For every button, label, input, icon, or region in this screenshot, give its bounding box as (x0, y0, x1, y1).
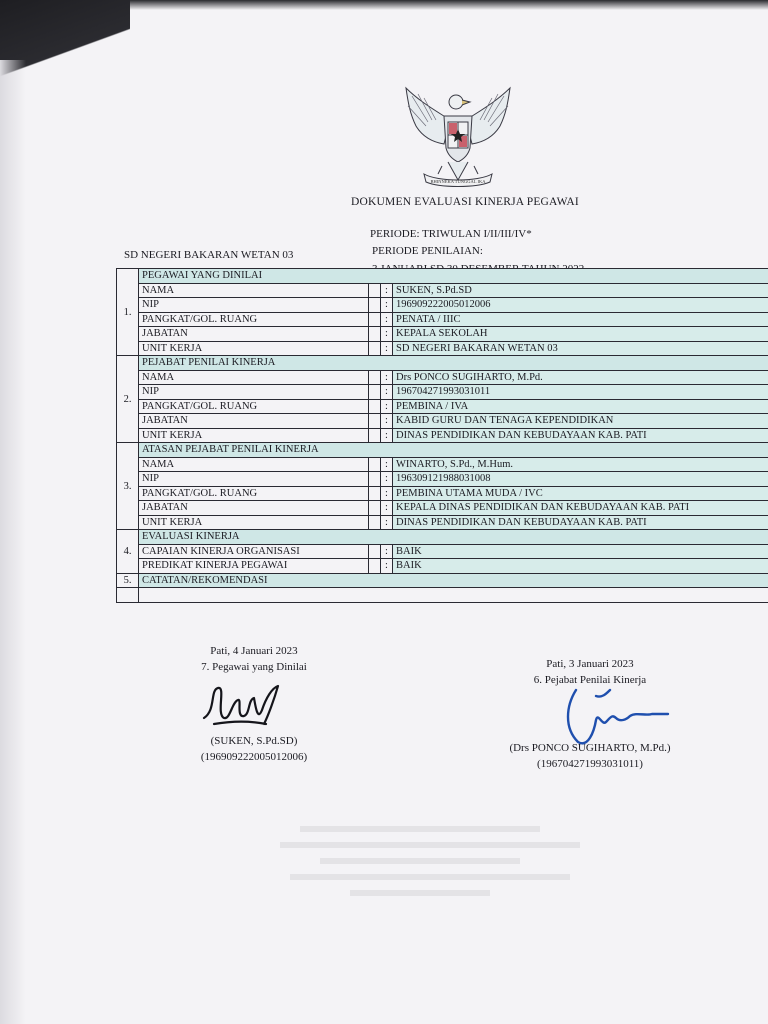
section-header-row (117, 530, 768, 545)
field-value: 196704271993031011 (393, 385, 768, 400)
field-label: NIP (139, 298, 369, 313)
employee-role: 7. Pegawai yang Dinilai (201, 661, 307, 673)
table-row (117, 327, 768, 342)
table-row (117, 515, 768, 530)
assessor-nip: (196704271993031011) (537, 758, 643, 770)
field-label: UNIT KERJA (139, 515, 369, 530)
blank-cell (117, 588, 139, 603)
field-value: DINAS PENDIDIKAN DAN KEBUDAYAAN KAB. PATI (393, 428, 768, 443)
field-value: WINARTO, S.Pd., M.Hum. (393, 457, 768, 472)
table-row (117, 370, 768, 385)
field-label: PANGKAT/GOL. RUANG (139, 399, 369, 414)
periode-penilaian-label: PERIODE PENILAIAN: (372, 245, 483, 257)
field-value: DINAS PENDIDIKAN DAN KEBUDAYAAN KAB. PATI (393, 515, 768, 530)
colon-separator: : (381, 501, 393, 516)
blank-notes-row (117, 588, 768, 603)
field-value: PENATA / IIIC (393, 312, 768, 327)
colon-separator: : (381, 559, 393, 574)
colon-separator: : (381, 283, 393, 298)
section-header-row (117, 356, 768, 371)
section-title: PEJABAT PENILAI KINERJA (139, 356, 768, 371)
garuda-emblem-icon (398, 82, 518, 192)
assessor-name: (Drs PONCO SUGIHARTO, M.Pd.) (509, 742, 671, 754)
section-number: 5. (117, 573, 139, 588)
table-row (117, 414, 768, 429)
spacer-cell (369, 515, 381, 530)
emblem-motto: BHINNEKA TUNGGAL IKA (430, 179, 486, 184)
section-title: CATATAN/REKOMENDASI (139, 573, 768, 588)
spacer-cell (369, 501, 381, 516)
table-row (117, 341, 768, 356)
table-row (117, 486, 768, 501)
section-header-row (117, 443, 768, 458)
employee-signature-icon (196, 680, 296, 740)
table-row (117, 544, 768, 559)
field-value: Drs PONCO SUGIHARTO, M.Pd. (393, 370, 768, 385)
field-value: PEMBINA UTAMA MUDA / IVC (393, 486, 768, 501)
table-row (117, 385, 768, 400)
spacer-cell (369, 457, 381, 472)
table-row (117, 312, 768, 327)
colon-separator: : (381, 414, 393, 429)
field-label: CAPAIAN KINERJA ORGANISASI (139, 544, 369, 559)
document-title: DOKUMEN EVALUASI KINERJA PEGAWAI (351, 196, 579, 208)
spacer-cell (369, 414, 381, 429)
section-number: 4. (117, 530, 139, 574)
field-label: NAMA (139, 370, 369, 385)
evaluation-table (116, 268, 768, 603)
colon-separator: : (381, 486, 393, 501)
colon-separator: : (381, 370, 393, 385)
colon-separator: : (381, 341, 393, 356)
scan-left-edge (0, 60, 26, 1024)
field-value: SD NEGERI BAKARAN WETAN 03 (393, 341, 768, 356)
table-row (117, 559, 768, 574)
colon-separator: : (381, 298, 393, 313)
field-value: PEMBINA / IVA (393, 399, 768, 414)
colon-separator: : (381, 515, 393, 530)
employee-place-date: Pati, 4 Januari 2023 (210, 645, 298, 657)
field-label: PANGKAT/GOL. RUANG (139, 486, 369, 501)
colon-separator: : (381, 327, 393, 342)
spacer-cell (369, 370, 381, 385)
field-value: 196309121988031008 (393, 472, 768, 487)
spacer-cell (369, 327, 381, 342)
spacer-cell (369, 399, 381, 414)
colon-separator: : (381, 428, 393, 443)
table-row (117, 457, 768, 472)
section-number: 1. (117, 269, 139, 356)
assessor-signature-icon (556, 676, 676, 752)
spacer-cell (369, 559, 381, 574)
colon-separator: : (381, 399, 393, 414)
field-label: NIP (139, 472, 369, 487)
field-label: UNIT KERJA (139, 341, 369, 356)
section-number: 2. (117, 356, 139, 443)
field-value: SUKEN, S.Pd.SD (393, 283, 768, 298)
field-label: JABATAN (139, 414, 369, 429)
section-title: PEGAWAI YANG DINILAI (139, 269, 768, 284)
section-title: EVALUASI KINERJA (139, 530, 768, 545)
field-value: BAIK (393, 544, 768, 559)
employee-nip: (196909222005012006) (200, 751, 308, 763)
spacer-cell (369, 486, 381, 501)
table-row (117, 501, 768, 516)
field-label: PANGKAT/GOL. RUANG (139, 312, 369, 327)
colon-separator: : (381, 472, 393, 487)
spacer-cell (369, 428, 381, 443)
spacer-cell (369, 385, 381, 400)
field-value: BAIK (393, 559, 768, 574)
field-label: JABATAN (139, 327, 369, 342)
field-label: NAMA (139, 457, 369, 472)
spacer-cell (369, 283, 381, 298)
colon-separator: : (381, 385, 393, 400)
spacer-cell (369, 544, 381, 559)
field-value: KEPALA DINAS PENDIDIKAN DAN KEBUDAYAAN KAB. PATI (393, 501, 768, 516)
section-header-row (117, 573, 768, 588)
section-number: 3. (117, 443, 139, 530)
field-label: NIP (139, 385, 369, 400)
spacer-cell (369, 472, 381, 487)
field-label: UNIT KERJA (139, 428, 369, 443)
table-row (117, 399, 768, 414)
table-row (117, 472, 768, 487)
colon-separator: : (381, 544, 393, 559)
periode-text: PERIODE: TRIWULAN I/II/III/IV* (370, 228, 532, 240)
spacer-cell (369, 312, 381, 327)
field-label: NAMA (139, 283, 369, 298)
bleed-through-marks (260, 820, 590, 920)
spacer-cell (369, 341, 381, 356)
section-header-row (117, 269, 768, 284)
table-row (117, 428, 768, 443)
spacer-cell (369, 298, 381, 313)
field-value: KEPALA SEKOLAH (393, 327, 768, 342)
notes-cell (139, 588, 768, 603)
table-row (117, 283, 768, 298)
colon-separator: : (381, 312, 393, 327)
assessor-role: 6. Pejabat Penilai Kinerja (533, 674, 647, 686)
field-label: JABATAN (139, 501, 369, 516)
section-title: ATASAN PEJABAT PENILAI KINERJA (139, 443, 768, 458)
colon-separator: : (381, 457, 393, 472)
school-name: SD NEGERI BAKARAN WETAN 03 (124, 249, 294, 261)
field-label: PREDIKAT KINERJA PEGAWAI (139, 559, 369, 574)
assessor-place-date: Pati, 3 Januari 2023 (546, 658, 634, 670)
field-value: KABID GURU DAN TENAGA KEPENDIDIKAN (393, 414, 768, 429)
table-row (117, 298, 768, 313)
field-value: 196909222005012006 (393, 298, 768, 313)
employee-name: (SUKEN, S.Pd.SD) (210, 735, 298, 747)
